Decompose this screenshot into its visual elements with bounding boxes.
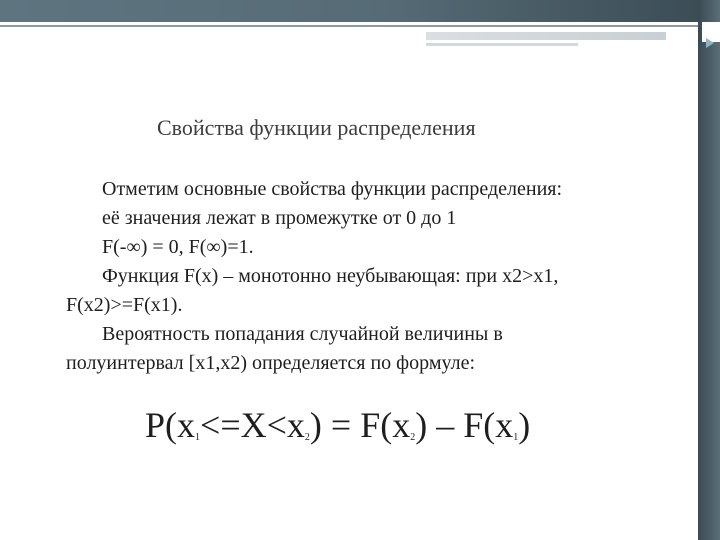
body-line: полуинтервал [x1,x2) определяется по формуле: [66,352,476,374]
bullet-arrow-icon [706,38,714,48]
formula-subscript: 1 [513,432,519,443]
formula-part: ) – F(x [415,405,514,445]
body-line: её значения лежат в промежутке от 0 до 1 [102,207,457,229]
formula-part: <=X<x [200,405,305,445]
formula-part: ) [518,405,531,445]
slide-title: Свойства функции распределения [157,115,476,140]
decorative-stripe [426,32,666,40]
body-line: Отметим основные свойства функции распределения: [102,178,563,200]
side-panel [698,0,720,540]
body-line: F(x2)>=F(x1). [66,294,183,316]
probability-formula [145,404,530,446]
body-line: Функция F(x) – монотонно неубывающая: при x2>x1, [102,265,559,287]
header-rule [0,25,698,27]
formula-part: ) = F(x [309,405,411,445]
formula-subscript: 1 [195,432,201,443]
header-bar [0,0,698,22]
body-line: F(-∞) = 0, F(∞)=1. [102,236,254,258]
formula-subscript: 2 [304,432,310,443]
formula-part: P(x [145,405,196,445]
body-line: Вероятность попадания случайной величины в [102,323,503,345]
formula-subscript: 2 [410,432,416,443]
decorative-stripe-thin [426,43,578,46]
slide-body [66,175,666,378]
